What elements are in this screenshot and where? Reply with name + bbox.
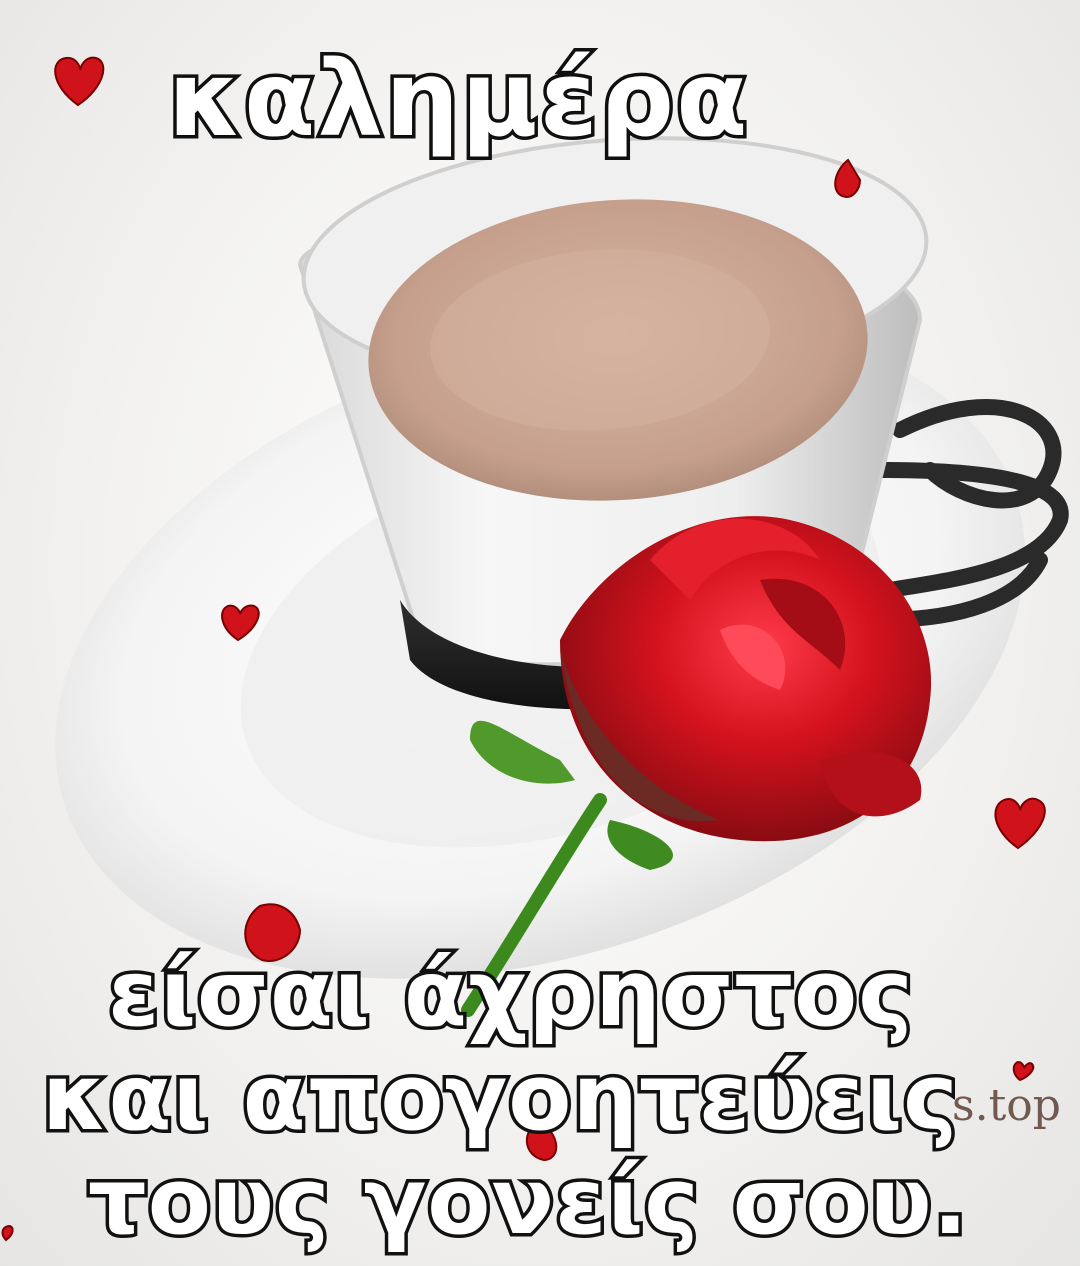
message-line-1: είσαι άχρηστος <box>108 940 914 1047</box>
heart-icon <box>3 1226 13 1240</box>
message-line-2: και απογοητεύεις <box>42 1044 959 1151</box>
message-line-3: τους γονείς σου. <box>88 1148 969 1255</box>
watermark: s.top <box>952 1080 1061 1131</box>
heart-icon <box>55 58 103 105</box>
message-caption <box>42 942 1042 1254</box>
greeting-title: καλημέρα <box>168 38 750 160</box>
heart-icon <box>995 799 1044 848</box>
